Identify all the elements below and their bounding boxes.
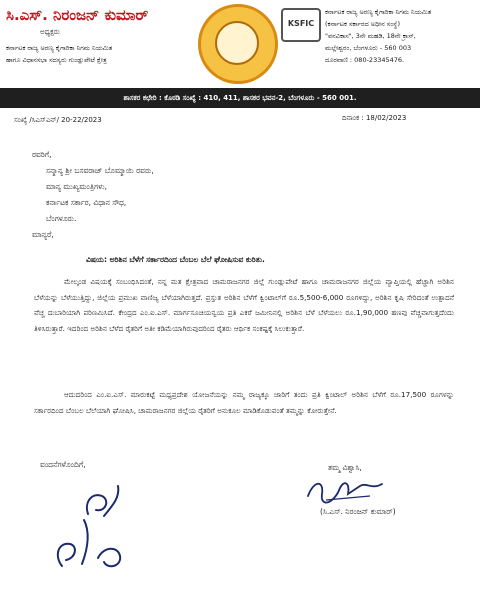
body-paragraph-1: ಮೇಲ್ಕಂಡ ವಿಷಯಕ್ಕೆ ಸಂಬಂಧಿಸಿದಂತೆ, ನನ್ನ ಮತ ಕ್ಷೇತ್ರವಾದ ಚಾಮರಾಜನಗರ ಜಿಲ್ಲೆ ಗುಂಡ್ಲುಪೇಟೆ ಹಾಗೂ ಚಾಮರಾಜನಗರ ಜಿಲ್ಲೆಯ ವ್ಯಾಪ್ತಿಯಲ್ಲಿ ಹೆಚ್ಚಾಗಿ ಅರಿಶಿನ ಬೆಳೆಯನ್ನು ಬೆಳೆಯುತ್ತಿದ್ದು, ಜಿಲ್ಲೆಯ ಪ್ರಮುಖ ವಾಣಿಜ್ಯ ಬೆಳೆಯಾಗಿರುತ್ತದೆ. ಪ್ರಸ್ತುತ ಅರಿಶಿನ ಬೆಳೆಗೆ ಕ್ವಿಂಟಾಲ್‌ಗೆ ರೂ.5,500-6,000 ರೂಗಳಿದ್ದು, ಅರಿಶಿನ ಕೃಷಿ ಸೇರಿದಂತೆ ಉತ್ಪಾದನೆ ವೆಚ್ಚ ದುಬಾರಿಯಾಗಿ ಪರಿಣಮಿಸಿದೆ. ಕೇಂದ್ರದ ಎಂ.ಐ.ಎಸ್. ಮಾರ್ಗಸೂಚಿಯನ್ವಯ ಪ್ರತಿ ಎಕರೆ ಜಮೀನಿನಲ್ಲಿ ಅರಿಶಿನ ಬೆಳೆ ಬೆಳೆಯಲು ರೂ.1,90,000 ಹಣವು ವೆಚ್ಚವಾಗುತ್ತದೆಂದು ತಿಳಿಸಿರುತ್ತಾರೆ. ಇದರಿಂದ ಅರಿಶಿನ ಬೆಳೆದ ರೈತರಿಗೆ ಅತೀ ಕಡಿಮೆಯಾಗಿರುವುದರಿಂದ ರೈತರು ಆರ್ಥಿಕ ಸಂಕಷ್ಟಕ್ಕೆ ಸಿಲುಕುತ್ತಾರೆ. (34, 277, 454, 333)
ksfic-logo-icon: KSFIC (281, 8, 321, 42)
recipient-line: ಬೆಂಗಳೂರು. (46, 214, 77, 223)
corporation-address-line2: ಮಲ್ಲೇಶ್ವರಂ, ಬೆಂಗಳೂರು - 560 003 (325, 44, 412, 52)
recipient-line: ಮಾನ್ಯ ಮುಖ್ಯಮಂತ್ರಿಗಳು, (46, 182, 108, 191)
reference-number: ಸಂಖ್ಯೆ /ಸಿಎಸ್‌ಎನ್/ 20-22/2023 (14, 116, 102, 124)
corporation-phone: ದೂರವಾಣಿ : 080-23345476. (325, 56, 405, 64)
recipient-line: ರವರಿಗೆ, (32, 150, 52, 159)
handwritten-note-icon (48, 476, 138, 576)
recipient-block (32, 147, 154, 227)
salutation: ಮಾನ್ಯರೆ, (32, 230, 54, 239)
seal-emblem-icon (215, 21, 259, 65)
recipient-line: ಕರ್ನಾಟಕ ಸರ್ಕಾರ, ವಿಧಾನ ಸೌಧ, (46, 198, 127, 207)
subject-line: ವಿಷಯ: ಅರಿಶಿನ ಬೆಳೆಗೆ ಸರ್ಕಾರದಿಂದ ಬೆಂಬಲ ಬೆಲೆ ಘೋಷಿಸುವ ಕುರಿತು. (86, 255, 265, 264)
letter-date: ದಿನಾಂಕ : 18/02/2023 (342, 114, 407, 122)
closing-text: ತಮ್ಮ ವಿಶ್ವಾಸಿ, (328, 463, 362, 472)
government-seal-icon (198, 4, 278, 84)
signatory-name: (ಸಿ.ಎಸ್. ನಿರಂಜನ್ ಕುಮಾರ್) (320, 507, 396, 516)
sender-name: ಸಿ.ಎಸ್. ನಿರಂಜನ್ ಕುಮಾರ್ (6, 6, 149, 24)
sender-org (6, 42, 191, 66)
corporation-address-line1: "ವನವಿಕಾಸ", 3ನೇ ಮಹಡಿ, 18ನೇ ಕ್ರಾಸ್, (325, 32, 416, 40)
signature-icon (300, 474, 390, 508)
office-address-bar: ಶಾಸಕರ ಕಛೇರಿ : ಕೊಠಡಿ ಸಂಖ್ಯೆ : 410, 411, ಶಾಸಕರ ಭವನ-2, ಬೆಂಗಳೂರು - 560 001. (0, 88, 480, 108)
corporation-name: ಕರ್ನಾಟಕ ರಾಜ್ಯ ಅರಣ್ಯ ಕೈಗಾರಿಕಾ ನಿಗಮ ನಿಯಮಿತ (325, 8, 432, 16)
regards-text: ವಂದನೆಗಳೊಂದಿಗೆ, (40, 460, 86, 469)
corporation-address-block (325, 6, 475, 66)
corporation-subtitle: (ಕರ್ನಾಟಕ ಸರ್ಕಾರದ ಅಧೀನ ಸಂಸ್ಥೆ) (325, 20, 400, 28)
body-paragraph-2: ಆದುದರಿಂದ ಎಂ.ಐ.ಎಸ್. ಮಾರುಕಟ್ಟೆ ಮಧ್ಯಪ್ರದೇಶ ಯೋಜನೆಯನ್ನು ನಮ್ಮ ರಾಜ್ಯಕ್ಕೂ ಜಾರಿಗೆ ತಂದು ಪ್ರತಿ ಕ್ವಿಂಟಾಲ್ ಅರಿಶಿನ ಬೆಳೆಗೆ ರೂ.17,500 ರೂಗಳನ್ನು ಸರ್ಕಾರದಿಂದ ಬೆಂಬಲ ಬೆಲೆಯಾಗಿ ಘೋಷಿಸಿ, ಚಾಮರಾಜನಗರ ಜಿಲ್ಲೆಯ ರೈತರಿಗೆ ಅನುಕೂಲ ಮಾಡಿಕೊಡುವಂತೆ ತಮ್ಮನ್ನು ಕೋರುತ್ತೇನೆ. (34, 390, 454, 415)
sender-org-line2: ಹಾಗೂ ವಿಧಾನಸಭಾ ಸದಸ್ಯರು ಗುಂಡ್ಲುಪೇಟೆ ಕ್ಷೇತ್ರ (6, 56, 107, 64)
sender-org-line1: ಕರ್ನಾಟಕ ರಾಜ್ಯ ಅರಣ್ಯ ಕೈಗಾರಿಕಾ ನಿಗಮ ನಿಯಮಿತ (6, 44, 113, 52)
sender-designation: ಅಧ್ಯಕ್ಷರು (40, 28, 60, 36)
recipient-line: ಸನ್ಮಾನ್ಯ ಶ್ರೀ ಬಸವರಾಜ್ ಬೊಮ್ಮಾಯಿ ರವರು, (46, 166, 154, 175)
